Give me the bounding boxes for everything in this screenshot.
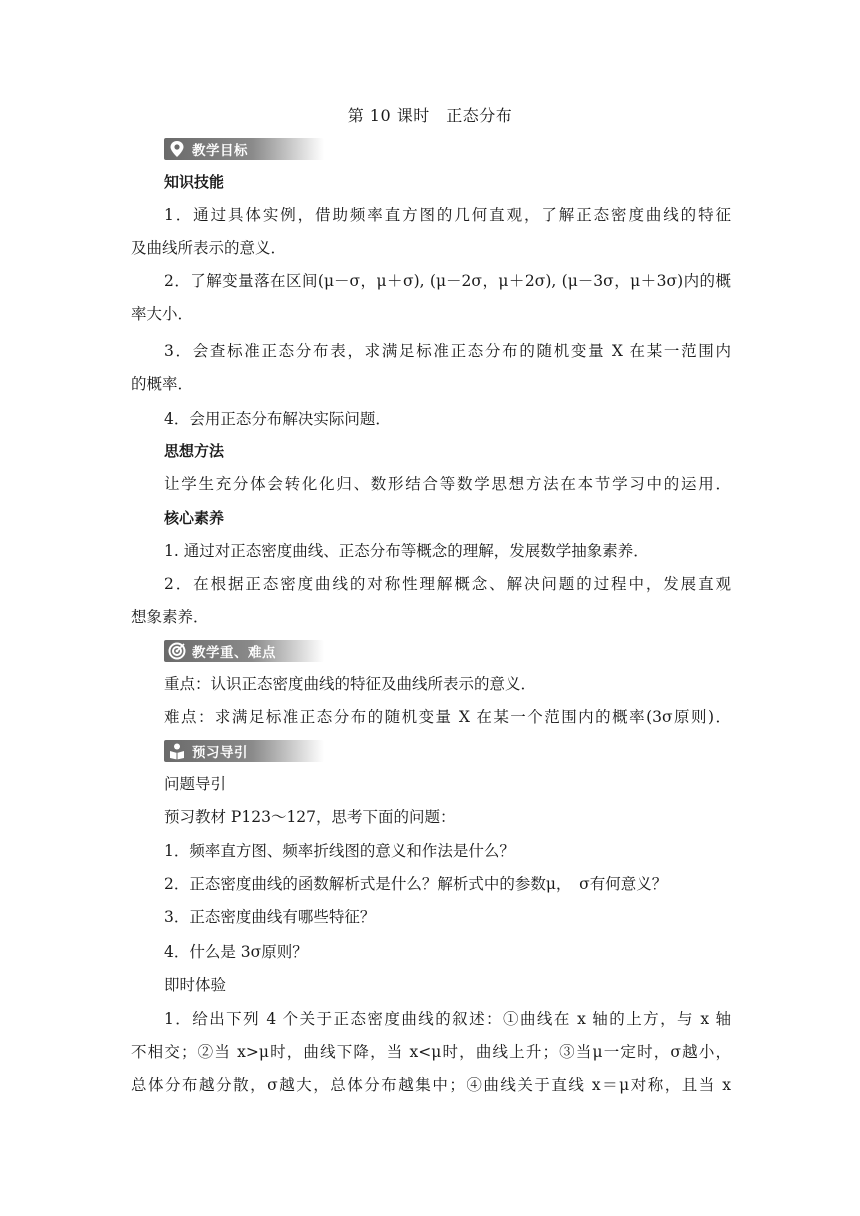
section-banner-goals: [164, 138, 324, 160]
subheading-knowledge: 知识技能: [164, 173, 225, 191]
subheading-question-guide: 问题导引: [164, 775, 227, 793]
text-line: 4．会用正态分布解决实际问题．: [164, 410, 391, 428]
lesson-title: 第 10 课时 正态分布: [347, 106, 513, 125]
text-line: 的概率．: [131, 375, 194, 393]
text-line: 1．频率直方图、频率折线图的意义和作法是什么？: [164, 842, 515, 860]
text-line: 率大小．: [131, 305, 194, 323]
text-line: 及曲线所表示的意义．: [131, 239, 287, 257]
text-line: 2．了解变量落在区间(μ－σ，μ＋σ), (μ－2σ，μ＋2σ), (μ－3σ，μ＋3σ)内的概: [164, 272, 731, 290]
section-banner-keypoints: [164, 640, 324, 662]
text-line: 4．什么是 3σ原则？: [164, 943, 308, 961]
text-line: 3．正态密度曲线有哪些特征？: [164, 908, 376, 926]
text-line: 预习教材 P123～127，思考下面的问题：: [164, 808, 456, 826]
section-label-keypoints: 教学重、难点: [192, 645, 276, 661]
section-banner-preview: [164, 740, 324, 762]
subheading-instant-practice: 即时体验: [164, 976, 227, 994]
text-line: 1．通过具体实例，借助频率直方图的几何直观，了解正态密度曲线的特征: [164, 206, 731, 224]
text-line: 不相交；②当 x>μ时，曲线下降，当 x<μ时，曲线上升；③当μ一定时，σ越小，: [131, 1043, 731, 1061]
location-pin-icon: [166, 138, 188, 160]
text-line: 总体分布越分散，σ越大，总体分布越集中；④曲线关于直线 x＝μ对称，且当 x: [131, 1076, 731, 1094]
text-line: 重点：认识正态密度曲线的特征及曲线所表示的意义．: [164, 675, 537, 693]
text-line: 1．给出下列 4 个关于正态密度曲线的叙述：①曲线在 x 轴的上方，与 x 轴: [164, 1010, 731, 1028]
subheading-literacy: 核心素养: [164, 509, 225, 527]
text-line: 2．正态密度曲线的函数解析式是什么？解析式中的参数μ， σ有何意义？: [164, 875, 668, 893]
text-line: 2．在根据正态密度曲线的对称性理解概念、解决问题的过程中，发展直观: [164, 575, 731, 593]
text-line: 3．会查标准正态分布表，求满足标准正态分布的随机变量 X 在某一范围内: [164, 342, 731, 360]
person-book-icon: [166, 740, 188, 762]
text-line: 1. 通过对正态密度曲线、正态分布等概念的理解，发展数学抽象素养．: [164, 542, 649, 560]
section-label-goals: 教学目标: [192, 143, 248, 159]
text-line: 难点：求满足标准正态分布的随机变量 X 在某一个范围内的概率(3σ原则)．: [164, 708, 731, 726]
target-icon: [166, 640, 188, 662]
section-label-preview: 预习导引: [192, 745, 248, 761]
text-line: 让学生充分体会转化化归、数形结合等数学思想方法在本节学习中的运用．: [164, 475, 731, 493]
subheading-methods: 思想方法: [164, 442, 225, 460]
text-line: 想象素养．: [131, 608, 209, 626]
